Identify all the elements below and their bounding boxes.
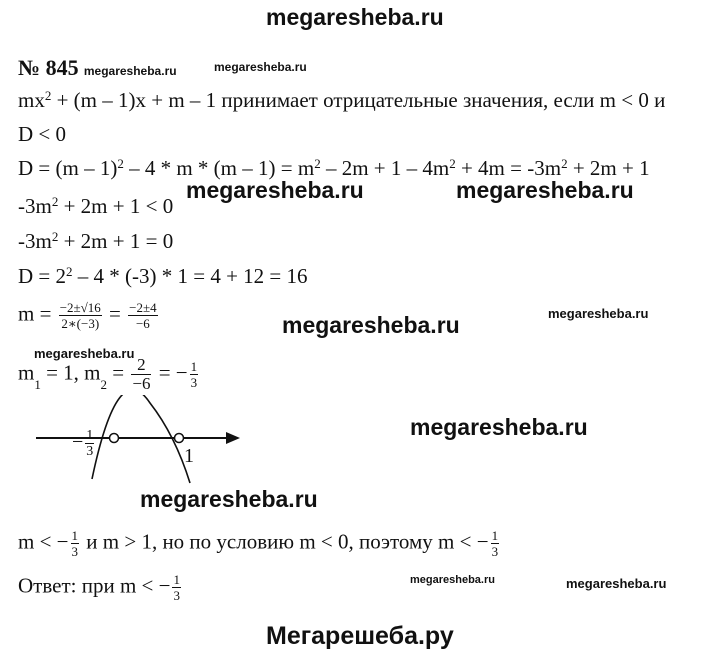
watermark-bottom-1: megaresheba.ru [410,574,495,586]
graph-left-label: − $\frac{1}{3}$ [72,428,94,459]
watermark-right-1: megaresheba.ru [548,306,649,321]
fraction: $\frac{-2\pm 4}{-6}$ [129,300,157,331]
watermark-mid-3: megaresheba.ru [282,312,460,338]
discriminant-line: $D = (m - 1)^2 - 4 * m * (m - 1) = m^2 - 2m + 1 - 4m^2 + 4m = -3m^2 + 2m + 1$ [18,156,650,180]
equation-line: $-3m^2 + 2m + 1 = 0$ [18,229,174,253]
watermark-mid-1: megaresheba.ru [186,177,364,203]
watermark-mid-2: megaresheba.ru [456,177,634,203]
condition-line: $mx^2 + (m - 1)x + m - 1$ принимает отрицательные значения, если m < 0 и [18,88,666,112]
roots-line: $m_1 = 1$, $m_2$ = $\frac{2}{-6}$ = − $\frac{1}{3}$ [18,355,198,393]
header-watermark: megaresheba.ru [266,4,444,30]
watermark-mid-4: megaresheba.ru [410,414,588,440]
fraction: $\frac{1}{3}$ [71,528,79,559]
watermark-bottom-2: megaresheba.ru [566,576,667,591]
condition-d-line: D < 0 [18,122,67,146]
parabola-graph [30,395,250,485]
inline-watermark: megaresheba.ru [83,64,177,78]
roots-formula-line: m = $\frac{-2\pm√16}{2∗(-3)}$ = $\frac{-2\pm 4}{-6}$ [18,300,157,331]
fraction: $\frac{2}{-6}$ [132,355,151,393]
fraction: $\frac{-2\pm√16}{2∗(-3)}$ [59,300,101,331]
inequality-line: $-3m^2 + 2m + 1 < 0$ [18,194,174,218]
conclusion-line: m < − $\frac{1}{3}$ и m > 1, но по условию m < 0, поэтому m < − $\frac{1}{3}$ [18,528,499,559]
fraction: $\frac{1}{3}$ [190,359,198,390]
watermark-left-1: megaresheba.ru [34,346,135,361]
root-point-right [175,434,184,443]
problem-number: № 845 [18,55,79,80]
watermark-mid-5: megaresheba.ru [140,486,318,512]
graph-right-label: 1 [184,445,194,467]
fraction: $\frac{1}{3}$ [491,528,499,559]
root-point-left [110,434,119,443]
footer-watermark: Мегарешеба.ру [266,622,454,650]
fraction: $\frac{1}{3}$ [173,572,180,603]
axis-arrow-icon [226,432,240,444]
problem-title [18,56,177,83]
fraction: $\frac{1}{3}$ [86,428,94,459]
discriminant-value-line: $D = 2^2 - 4 * (-3) * 1 = 4 + 12 = 16$ [18,264,308,288]
answer-line: Ответ: при m < − $\frac{1}{3}$ [18,572,180,603]
watermark-top-2: megaresheba.ru [214,60,307,74]
